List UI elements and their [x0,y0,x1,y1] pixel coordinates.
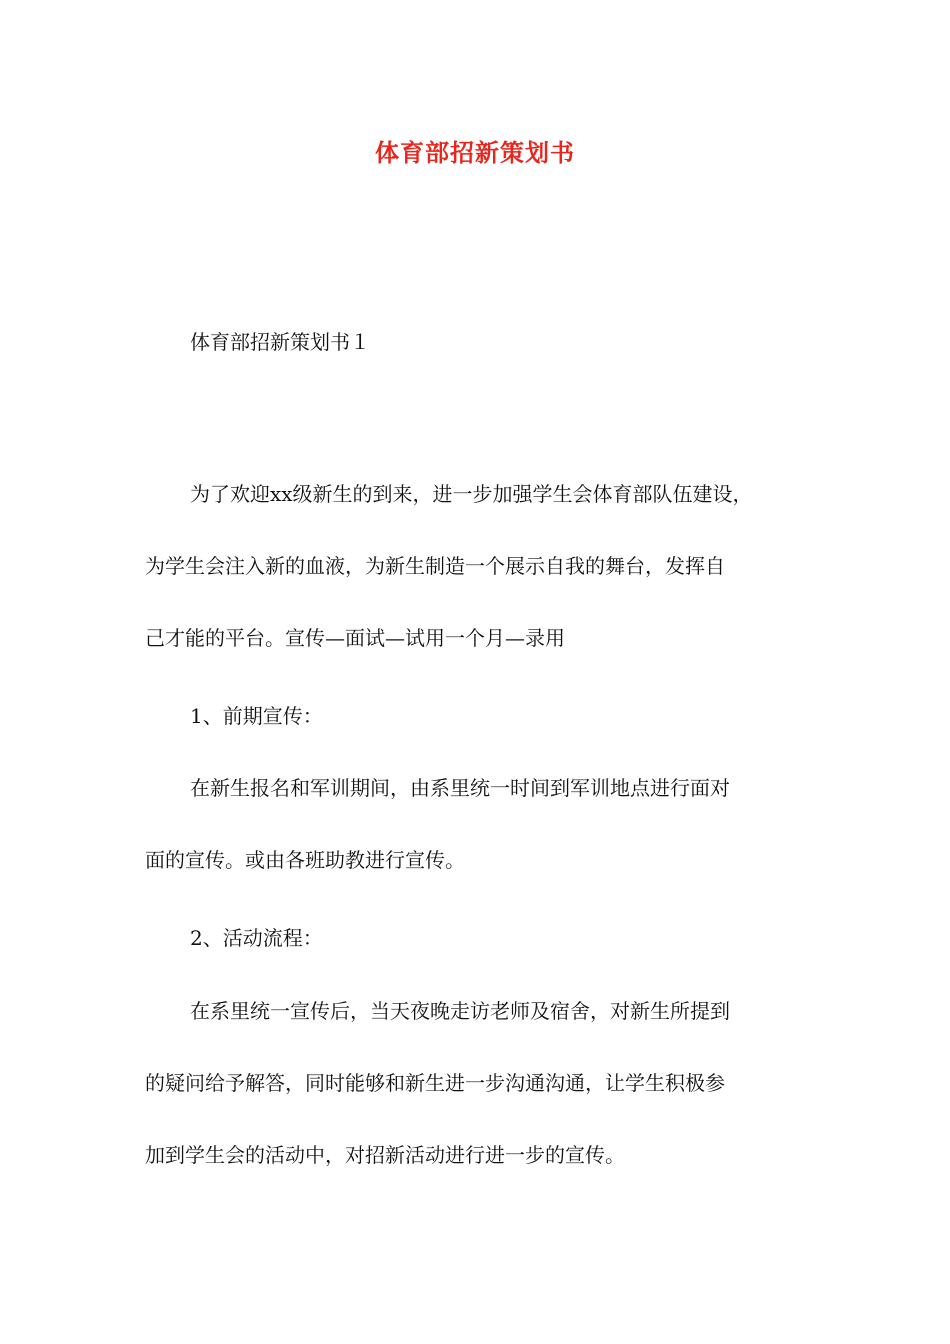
paragraph-line: 1、前期宣传： [190,704,323,728]
paragraph-line: 加到学生会的活动中，对招新活动进行进一步的宣传。 [145,1143,625,1167]
document-title: 体育部招新策划书 [375,138,575,167]
section-heading: 体育部招新策划书１ [190,330,370,354]
paragraph-line: 己才能的平台。宣传—面试—试用一个月—录用 [145,626,565,650]
paragraph-line: 在系里统一宣传后，当天夜晚走访老师及宿舍，对新生所提到 [190,999,730,1023]
paragraph-line: 为了欢迎xx级新生的到来，进一步加强学生会体育部队伍建设， [190,482,753,506]
paragraph-line: 2、活动流程： [190,926,323,950]
paragraph-line: 面的宣传。或由各班助教进行宣传。 [145,848,465,872]
paragraph-line: 的疑问给予解答，同时能够和新生进一步沟通沟通，让学生积极参 [145,1071,725,1095]
paragraph-line: 在新生报名和军训期间，由系里统一时间到军训地点进行面对 [190,776,730,800]
paragraph-line: 为学生会注入新的血液，为新生制造一个展示自我的舞台，发挥自 [145,554,725,578]
